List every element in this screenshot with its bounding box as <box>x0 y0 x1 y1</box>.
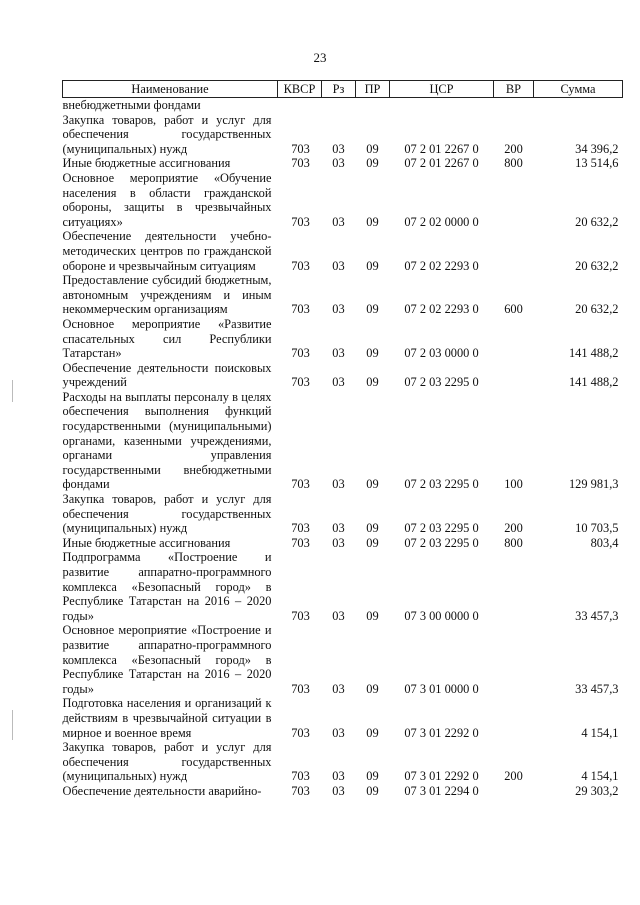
cell-rz: 03 <box>332 535 345 550</box>
cell-rz <box>322 98 356 113</box>
cell-csr: 07 3 00 0000 0 <box>404 608 479 623</box>
budget-table <box>62 80 623 799</box>
column-header-rz: Рз <box>322 81 356 98</box>
cell-pr: 09 <box>366 156 379 171</box>
cell-name: Обеспечение деятельности аварийно- <box>62 783 262 798</box>
cell-pr <box>356 98 390 113</box>
cell-sum: 20 632,2 <box>575 302 619 317</box>
cell-rz: 03 <box>332 521 345 536</box>
cell-kvsr: 703 <box>291 375 310 390</box>
cell-rz: 03 <box>332 302 345 317</box>
cell-kvsr: 703 <box>291 302 310 317</box>
cell-sum: 129 981,3 <box>568 477 619 492</box>
cell-kvsr: 703 <box>291 608 310 623</box>
cell-rz: 03 <box>332 375 345 390</box>
cell-rz: 03 <box>332 769 345 784</box>
cell-vr <box>494 361 534 390</box>
table-row <box>63 740 623 784</box>
cell-name: Подготовка населения и организаций к действиям в чрезвычайной ситуации в мирное и военное время <box>62 696 272 740</box>
cell-pr: 09 <box>366 346 379 361</box>
cell-kvsr: 703 <box>291 783 310 798</box>
scan-margin-mark <box>12 380 13 402</box>
cell-pr: 09 <box>366 521 379 536</box>
table-row <box>63 623 623 696</box>
cell-kvsr: 703 <box>291 535 310 550</box>
cell-sum: 141 488,2 <box>568 375 619 390</box>
table-row <box>63 361 623 390</box>
cell-vr: 800 <box>504 535 523 550</box>
cell-name: Обеспечение деятельности поисковых учреждений <box>62 360 272 390</box>
table-row <box>63 98 623 113</box>
table-row <box>63 156 623 171</box>
cell-pr: 09 <box>366 783 379 798</box>
table-row <box>63 317 623 361</box>
table-row <box>63 229 623 273</box>
cell-kvsr: 703 <box>291 521 310 536</box>
cell-name: Расходы на выплаты персоналу в целях обеспечения выполнения функций государственными (муниципальными) органами, казенными учреждениями, органами управления государственными внебюджетными фондами <box>62 389 272 492</box>
cell-kvsr: 703 <box>291 769 310 784</box>
cell-name: Закупка товаров, работ и услуг для обеспечения государственных (муниципальных) нужд <box>62 492 272 536</box>
cell-name: Иные бюджетные ассигнования <box>62 535 231 550</box>
table-header <box>63 81 623 98</box>
table-row <box>63 492 623 536</box>
cell-pr: 09 <box>366 725 379 740</box>
cell-csr: 07 3 01 0000 0 <box>404 681 479 696</box>
cell-vr: 800 <box>504 156 523 171</box>
cell-sum: 20 632,2 <box>575 258 619 273</box>
column-header-sum: Сумма <box>534 81 623 98</box>
cell-csr <box>390 98 494 113</box>
cell-sum: 20 632,2 <box>575 214 619 229</box>
cell-csr: 07 2 03 2295 0 <box>404 477 479 492</box>
cell-kvsr: 703 <box>291 258 310 273</box>
cell-vr <box>494 696 534 740</box>
cell-sum: 4 154,1 <box>581 769 619 784</box>
column-header-pr: ПР <box>356 81 390 98</box>
table-row <box>63 696 623 740</box>
cell-sum: 33 457,3 <box>575 681 619 696</box>
cell-sum <box>534 98 623 113</box>
cell-vr <box>494 98 534 113</box>
cell-name: Предоставление субсидий бюджетным, автономным учреждениям и иным некоммерческим организациям <box>62 273 272 317</box>
cell-name: Обеспечение деятельности учебно-методических центров по гражданской обороне и чрезвычайным ситуациям <box>62 229 272 273</box>
cell-pr: 09 <box>366 769 379 784</box>
cell-vr <box>494 550 534 623</box>
table-row <box>63 113 623 157</box>
cell-rz: 03 <box>332 725 345 740</box>
cell-rz: 03 <box>332 258 345 273</box>
cell-name: Основное мероприятие «Развитие спасательных сил Республики Татарстан» <box>62 316 272 361</box>
table-row <box>63 536 623 551</box>
cell-csr: 07 2 02 0000 0 <box>404 214 479 229</box>
cell-kvsr: 703 <box>291 214 310 229</box>
cell-kvsr: 703 <box>291 725 310 740</box>
page-number: 23 <box>313 50 327 65</box>
cell-csr: 07 2 03 0000 0 <box>404 346 479 361</box>
cell-sum: 10 703,5 <box>575 521 619 536</box>
table-row <box>63 171 623 229</box>
cell-csr: 07 3 01 2294 0 <box>404 783 479 798</box>
cell-kvsr: 703 <box>291 681 310 696</box>
cell-name: Иные бюджетные ассигнования <box>62 156 231 171</box>
cell-vr <box>494 623 534 696</box>
cell-vr: 200 <box>504 769 523 784</box>
cell-rz: 03 <box>332 608 345 623</box>
cell-kvsr: 703 <box>291 156 310 171</box>
cell-vr: 200 <box>504 141 523 156</box>
cell-pr: 09 <box>366 535 379 550</box>
cell-kvsr: 703 <box>291 141 310 156</box>
table-row <box>63 390 623 492</box>
cell-csr: 07 2 02 2293 0 <box>404 258 479 273</box>
cell-pr: 09 <box>366 214 379 229</box>
cell-sum: 141 488,2 <box>568 346 619 361</box>
cell-csr: 07 3 01 2292 0 <box>404 769 479 784</box>
cell-sum: 33 457,3 <box>575 608 619 623</box>
column-header-kvsr: КВСР <box>278 81 322 98</box>
cell-rz: 03 <box>332 214 345 229</box>
cell-csr: 07 2 03 2295 0 <box>404 375 479 390</box>
cell-vr: 100 <box>504 477 523 492</box>
cell-vr <box>494 171 534 229</box>
cell-rz: 03 <box>332 783 345 798</box>
cell-sum: 803,4 <box>590 535 619 550</box>
cell-sum: 29 303,2 <box>575 783 619 798</box>
cell-kvsr: 703 <box>291 477 310 492</box>
table-row <box>63 550 623 623</box>
cell-pr: 09 <box>366 681 379 696</box>
cell-kvsr <box>278 98 322 113</box>
cell-vr: 200 <box>504 521 523 536</box>
cell-csr: 07 3 01 2292 0 <box>404 725 479 740</box>
cell-rz: 03 <box>332 346 345 361</box>
cell-rz: 03 <box>332 156 345 171</box>
cell-csr: 07 2 03 2295 0 <box>404 521 479 536</box>
cell-sum: 4 154,1 <box>581 725 619 740</box>
scan-margin-mark <box>12 710 13 740</box>
cell-csr: 07 2 01 2267 0 <box>404 141 479 156</box>
cell-vr <box>494 784 534 799</box>
cell-rz: 03 <box>332 477 345 492</box>
cell-pr: 09 <box>366 608 379 623</box>
cell-pr: 09 <box>366 477 379 492</box>
cell-name: Основное мероприятие «Обучение населения в области гражданской обороны, защиты в чрезвычайных ситуациях» <box>62 170 272 229</box>
table-body <box>63 98 623 799</box>
cell-vr: 600 <box>504 302 523 317</box>
cell-rz: 03 <box>332 141 345 156</box>
cell-pr: 09 <box>366 375 379 390</box>
cell-csr: 07 2 01 2267 0 <box>404 156 479 171</box>
cell-rz: 03 <box>332 681 345 696</box>
cell-pr: 09 <box>366 302 379 317</box>
cell-name: Подпрограмма «Построение и развитие аппаратно-программного комплекса «Безопасный город» в Республике Татарстан на 2016 – 2020 годы» <box>62 550 272 623</box>
column-header-name: Наименование <box>63 81 278 98</box>
cell-name: Закупка товаров, работ и услуг для обеспечения государственных (муниципальных) нужд <box>62 112 272 156</box>
cell-name: Закупка товаров, работ и услуг для обеспечения государственных (муниципальных) нужд <box>62 740 272 784</box>
cell-name: Основное мероприятие «Построение и развитие аппаратно-программного комплекса «Безопасный город» в Республике Татарстан на 2016 – 2020 годы» <box>62 623 272 696</box>
cell-sum: 13 514,6 <box>575 156 619 171</box>
table-row <box>63 784 623 799</box>
column-header-csr: ЦСР <box>390 81 494 98</box>
column-header-vr: ВР <box>494 81 534 98</box>
cell-pr: 09 <box>366 258 379 273</box>
cell-vr <box>494 229 534 273</box>
cell-pr: 09 <box>366 141 379 156</box>
cell-csr: 07 2 02 2293 0 <box>404 302 479 317</box>
cell-name: внебюджетными фондами <box>62 98 201 112</box>
cell-vr <box>494 317 534 361</box>
table-row <box>63 273 623 317</box>
cell-kvsr: 703 <box>291 346 310 361</box>
cell-csr: 07 2 03 2295 0 <box>404 535 479 550</box>
cell-sum: 34 396,2 <box>575 141 619 156</box>
